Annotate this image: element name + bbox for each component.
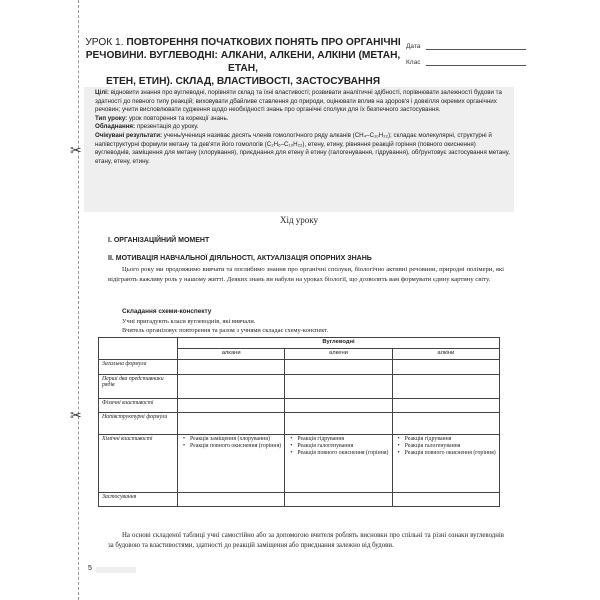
table-corner <box>99 338 178 360</box>
row-label: Застосування <box>99 493 178 507</box>
date-field[interactable] <box>406 42 526 50</box>
table-cell <box>178 493 285 507</box>
table-group-header: Вуглеводні <box>178 338 500 349</box>
table-cell-alkenes-chem <box>285 435 392 493</box>
list-item: • Реакція галогенування <box>405 443 496 450</box>
type-label: Тип уроку: <box>95 114 128 122</box>
row-label: Загальна формула <box>99 360 178 375</box>
page-number-bar <box>96 567 136 573</box>
title-line-2: РЕЧОВИНИ. ВУГЛЕВОДНІ: АЛКАНИ, АЛКЕНИ, АЛКІНИ (МЕТАН, ЕТАН, <box>85 50 401 74</box>
course-heading: Хід уроку <box>279 215 319 225</box>
table-cell <box>392 360 499 375</box>
equipment-label: Обладнання: <box>95 123 136 131</box>
table-cell-alkanes-chem <box>178 435 285 493</box>
results-text: учень/учениця називає десять членів гомологічного ряду алканів (CH₄–C₁₀H₂₂); складає молекулярні, структурні й напівструктурні формули метану та дев'яти його гомологів (C₂H₆–C₁₀H₂₂), етену, етину, рівняння реакцій горіння (повного окиснення) вуглеводнів, заміщення для метану (хлорування), приєднання для етену й етину (галогенування, гідрування), обґрунтовує застосування метану, етану, етену, етину. <box>95 131 510 165</box>
column-header: алкени <box>285 349 392 360</box>
column-header: алкани <box>178 349 285 360</box>
motivation-paragraph: Цього року ми продовжимо вивчати та поглибимо знання про органічні сполуки, біологічно активні речовини, природні полімери, які відіграють важливу роль у нашому житті. Деяких знань ви набули на уроках біології, що дозволить вам формувати єдину картину світу. <box>108 266 504 283</box>
equipment-text: презентація до уроку. <box>136 123 199 131</box>
conclusion-paragraph: На основі складеної таблиці учні самостійно або за допомогою вчителя роблять висновки про спільні та різні ознаки вуглеводнів за будовою та властивостями, здатності до реакцій заміщення або приєднання залежно від будови. <box>108 532 504 549</box>
hydrocarbons-table <box>98 337 500 507</box>
column-header: алкіни <box>392 349 499 360</box>
row-label: Фізичні властивості <box>99 399 178 413</box>
table-cell <box>178 375 285 399</box>
section-1-heading: I. ОРГАНІЗАЦІЙНИЙ МОМЕНТ <box>108 237 210 244</box>
lesson-intro <box>95 89 510 166</box>
summary-subheading: Складання схеми-конспекту <box>122 308 212 315</box>
row-label: Напівструктурні формули <box>99 413 178 435</box>
table-cell <box>285 413 392 435</box>
note-2: Вчитель організовує повторення та разом з учнями складає схему-конспект. <box>122 327 329 334</box>
section-2-heading: II. МОТИВАЦІЯ НАВЧАЛЬНОЇ ДІЯЛЬНОСТІ, АКТУАЛІЗАЦІЯ ОПОРНИХ ЗНАНЬ <box>108 255 372 262</box>
goals-label: Цілі: <box>95 89 109 96</box>
list-item: • Реакція галогенування <box>297 443 388 450</box>
list-item: • Реакція заміщення (хлорування) <box>190 436 281 443</box>
scissors-icon: ✂ <box>70 407 82 423</box>
row-label: Хімічні властивості <box>99 435 178 493</box>
table-cell <box>285 399 392 413</box>
scissors-icon: ✂ <box>70 142 82 158</box>
table-cell-alkynes-chem <box>392 435 499 493</box>
table-cell <box>392 375 499 399</box>
table-cell <box>285 493 392 507</box>
class-field[interactable] <box>406 58 526 66</box>
lesson-number: УРОК 1. <box>85 37 124 48</box>
table-cell <box>285 360 392 375</box>
list-item: • Реакція гідрування <box>297 436 388 443</box>
page-number: 5 <box>88 565 92 572</box>
row-label: Перші два представники рядів <box>99 375 178 399</box>
table-cell <box>178 360 285 375</box>
table-cell <box>392 493 499 507</box>
type-text: урок повторення та корекції знань. <box>128 114 229 122</box>
class-label: Клас <box>406 59 421 66</box>
table-cell <box>285 375 392 399</box>
table-cell <box>178 399 285 413</box>
list-item: • Реакція повного окиснення (горіння) <box>405 450 496 457</box>
list-item: • Реакція повного окиснення (горіння) <box>190 443 281 450</box>
table-cell <box>392 399 499 413</box>
table-cell <box>392 413 499 435</box>
lesson-title <box>84 36 402 88</box>
title-line-1: ПОВТОРЕННЯ ПОЧАТКОВИХ ПОНЯТЬ ПРО ОРГАНІЧНІ <box>126 37 401 48</box>
list-item: • Реакція повного окиснення (горіння) <box>297 450 388 457</box>
title-line-3: ЕТЕН, ЕТИН). СКЛАД, ВЛАСТИВОСТІ, ЗАСТОСУВАННЯ <box>105 76 381 87</box>
list-item: • Реакція гідрування <box>405 436 496 443</box>
goals-text: відновити знання про вуглеводні, порівняти склад та їхні властивості; розвивати аналітичні здібності, порівнювати залежності будови та здатності до певного типу реакцій; виховувати дбайливе ставлення до природи, оцінювати вплив на здоров'я і довкілля окремих органічних речовин; учити висловлювати судження щодо необхідності знань про органічні сполуки для їх безпечного застосування. <box>95 89 502 114</box>
note-1: Учні пригадують класи вуглеводнів, які вивчали. <box>122 318 256 325</box>
results-label: Очікувані результати: <box>95 131 163 139</box>
cut-line <box>78 0 79 600</box>
table-cell <box>178 413 285 435</box>
date-label: Дата <box>406 43 421 50</box>
